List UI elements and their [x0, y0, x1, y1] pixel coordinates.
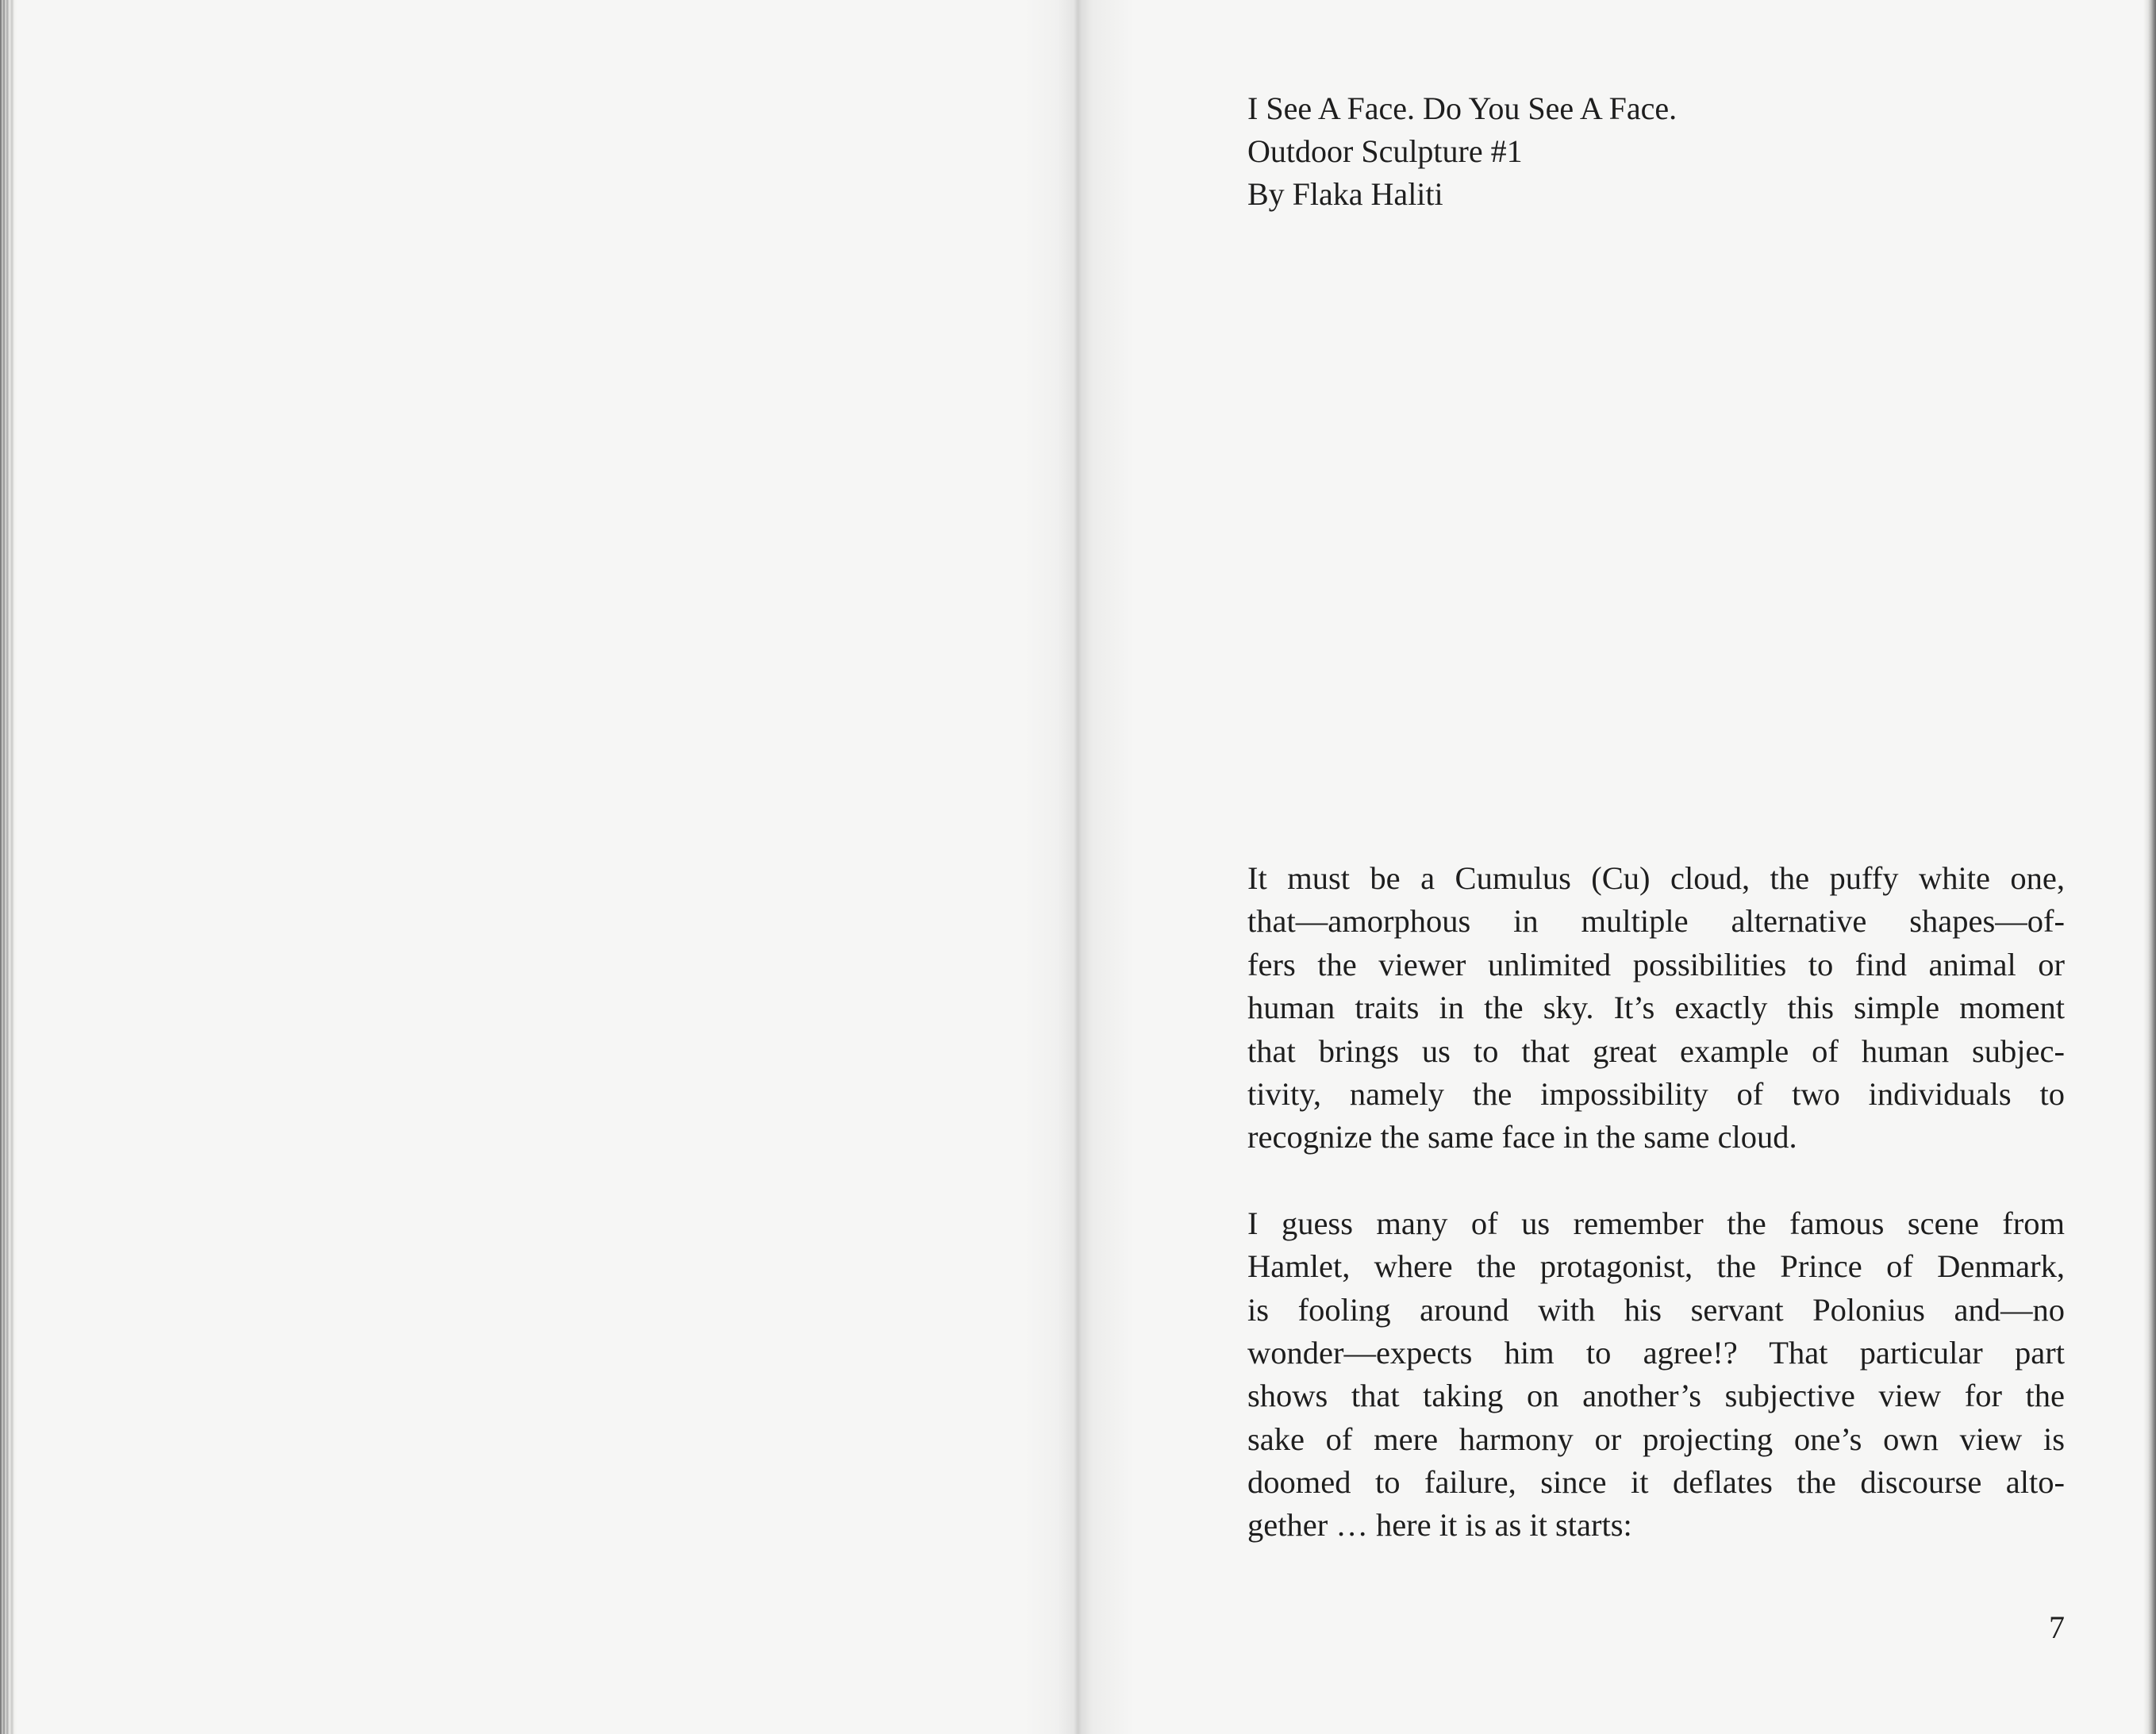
paragraph-1	[1247, 857, 2065, 1159]
article-author: By Flaka Haliti	[1247, 176, 1443, 212]
text-line: Hamlet, where the protagonist, the Prince of Denmark,	[1247, 1248, 2065, 1285]
text-line: gether … here it is as it starts:	[1247, 1507, 1632, 1544]
left-page-edges	[0, 0, 17, 1734]
text-line: recognize the same face in the same cloud.	[1247, 1119, 1797, 1155]
text-line: is fooling around with his servant Polonius and—no	[1247, 1291, 2065, 1328]
article-subtitle: Outdoor Sculpture #1	[1247, 133, 1523, 169]
text-line: doomed to failure, since it deflates the discourse alto-	[1247, 1464, 2065, 1501]
right-page	[1247, 0, 2065, 1734]
text-line: that brings us to that great example of human subjec-	[1247, 1032, 2065, 1069]
article-title: I See A Face. Do You See A Face.	[1247, 90, 1678, 126]
article-heading	[1247, 87, 1677, 216]
text-line: tivity, namely the impossibility of two individuals to	[1247, 1075, 2065, 1112]
book-gutter-shadow	[1024, 0, 1135, 1734]
text-line: that—amorphous in multiple alternative shapes—of-	[1247, 903, 2065, 940]
page-number: 7	[2049, 1609, 2065, 1645]
text-line: fers the viewer unlimited possibilities to find animal or	[1247, 946, 2065, 982]
text-line: wonder—expects him to agree!? That particular part	[1247, 1334, 2065, 1371]
right-page-edges	[2143, 0, 2156, 1734]
text-line: human traits in the sky. It’s exactly this simple moment	[1247, 990, 2065, 1026]
text-line: It must be a Cumulus (Cu) cloud, the puffy white one,	[1247, 860, 2065, 896]
article-body	[1247, 857, 2065, 1590]
text-line: I guess many of us remember the famous scene from	[1247, 1205, 2065, 1241]
text-line: sake of mere harmony or projecting one’s own view is	[1247, 1421, 2065, 1457]
paragraph-2	[1247, 1202, 2065, 1548]
text-line: shows that taking on another’s subjective view for the	[1247, 1378, 2065, 1414]
